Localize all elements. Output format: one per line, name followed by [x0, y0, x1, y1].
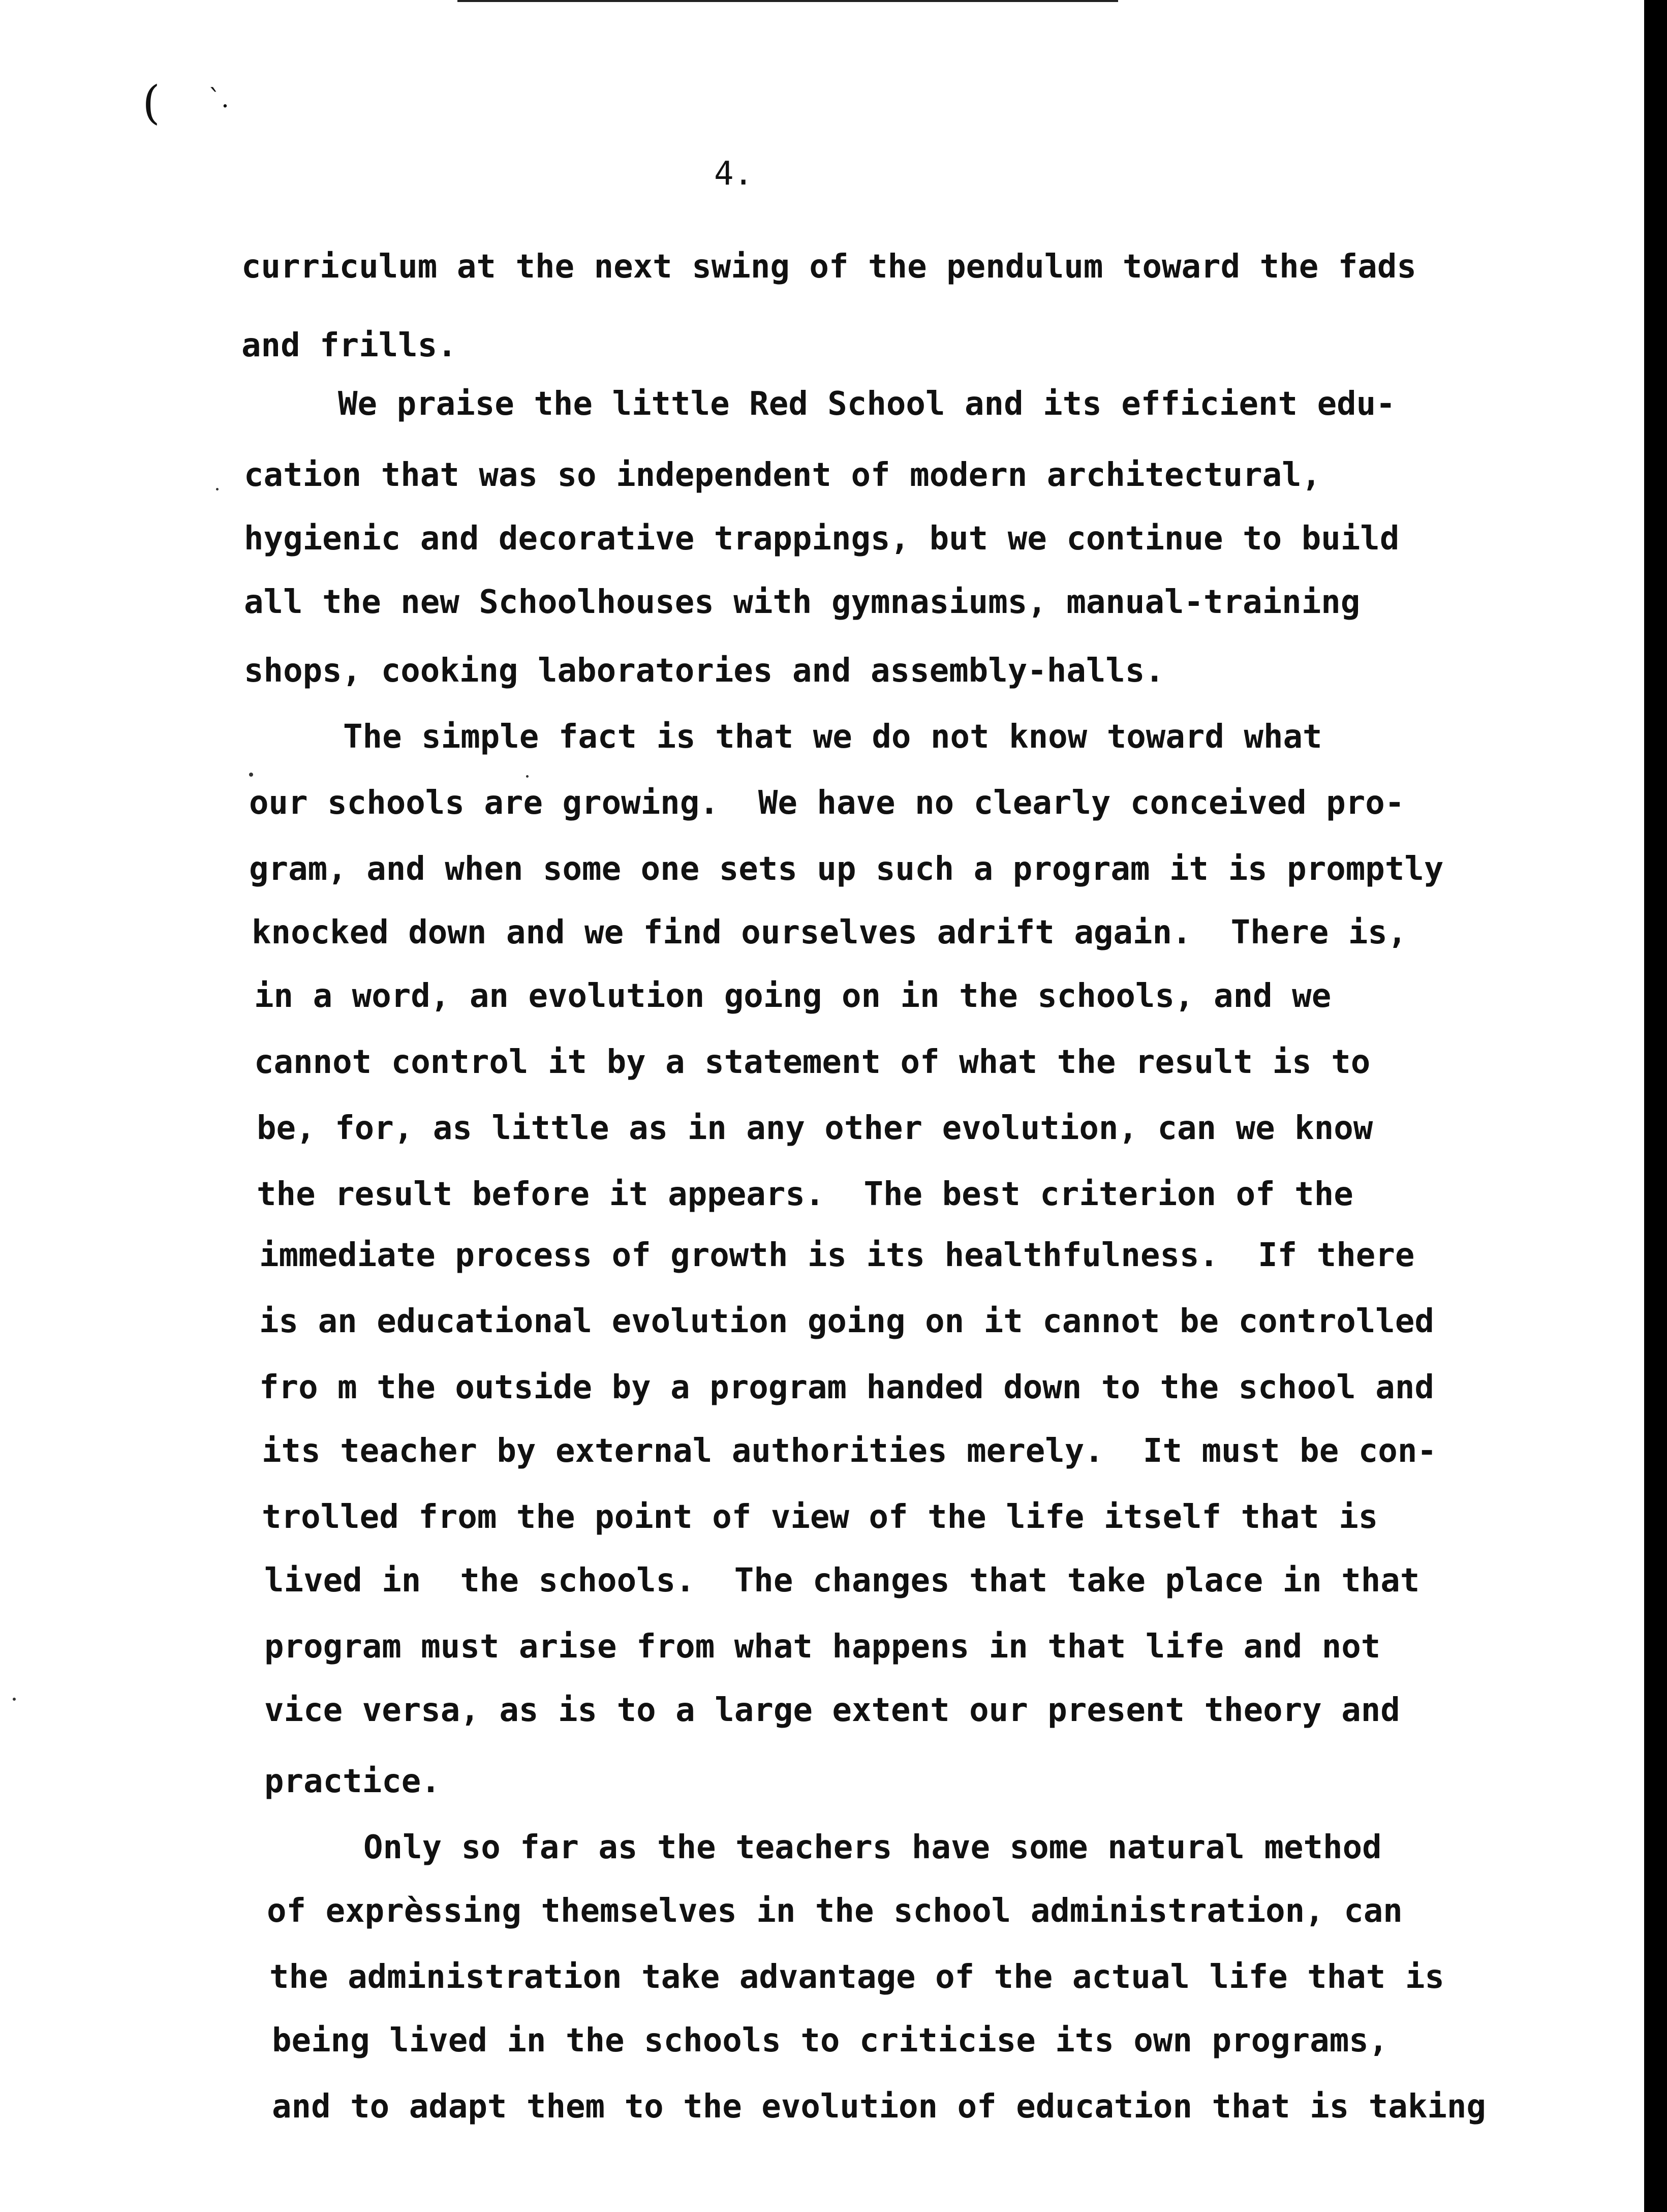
text-line: be, for, as little as in any other evolution, can we know [257, 1110, 1373, 1147]
text-line: shops, cooking laboratories and assembly-halls. [244, 652, 1164, 690]
text-line: fro m the outside by a program handed down to the school and [259, 1369, 1434, 1406]
text-line: the administration take advantage of the actual life that is [269, 1958, 1444, 1996]
page-number: 4. [714, 155, 754, 193]
text-line: is an educational evolution going on it cannot be controlled [259, 1303, 1434, 1340]
scan-border [1644, 0, 1667, 2212]
text-line: cannot control it by a statement of what the result is to [254, 1043, 1371, 1081]
text-line: We praise the little Red School and its efficient edu- [338, 385, 1396, 423]
text-line: being lived in the schools to criticise its own programs, [272, 2022, 1388, 2060]
text-line: knocked down and we find ourselves adrift again. There is, [252, 914, 1407, 951]
text-line: and to adapt them to the evolution of education that is taking [272, 2088, 1486, 2126]
text-line: all the new Schoolhouses with gymnasiums, manual-training [244, 583, 1361, 621]
text-line: immediate process of growth is its healthfulness. If there [259, 1237, 1415, 1274]
text-line: The simple fact is that we do not know toward what [343, 718, 1322, 756]
corner-mark: ( [142, 76, 161, 130]
corner-mark: `. [208, 84, 229, 113]
text-line: program must arise from what happens in that life and not [264, 1628, 1381, 1666]
text-line: hygienic and decorative trappings, but we continue to build [244, 520, 1400, 558]
text-line: trolled from the point of view of the life itself that is [262, 1498, 1378, 1536]
text-line: its teacher by external authorities merely. It must be con- [262, 1432, 1437, 1470]
text-line: gram, and when some one sets up such a program it is promptly [249, 850, 1444, 888]
text-line: of exprèssing themselves in the school administration, can [267, 1892, 1403, 1930]
text-line: vice versa, as is to a large extent our present theory and [264, 1692, 1400, 1729]
text-line: practice. [264, 1763, 441, 1800]
text-line: in a word, an evolution going on in the schools, and we [254, 977, 1332, 1015]
text-line: the result before it appears. The best criterion of the [257, 1176, 1353, 1213]
text-line: our schools are growing. We have no clearly conceived pro- [249, 784, 1405, 822]
text-line: and frills. [241, 327, 457, 364]
text-line: cation that was so independent of modern architectural, [244, 456, 1321, 494]
text-line: Only so far as the teachers have some natural method [363, 1829, 1382, 1866]
text-line: lived in the schools. The changes that take place in that [264, 1562, 1420, 1600]
text-line: curriculum at the next swing of the pendulum toward the fads [241, 248, 1416, 286]
